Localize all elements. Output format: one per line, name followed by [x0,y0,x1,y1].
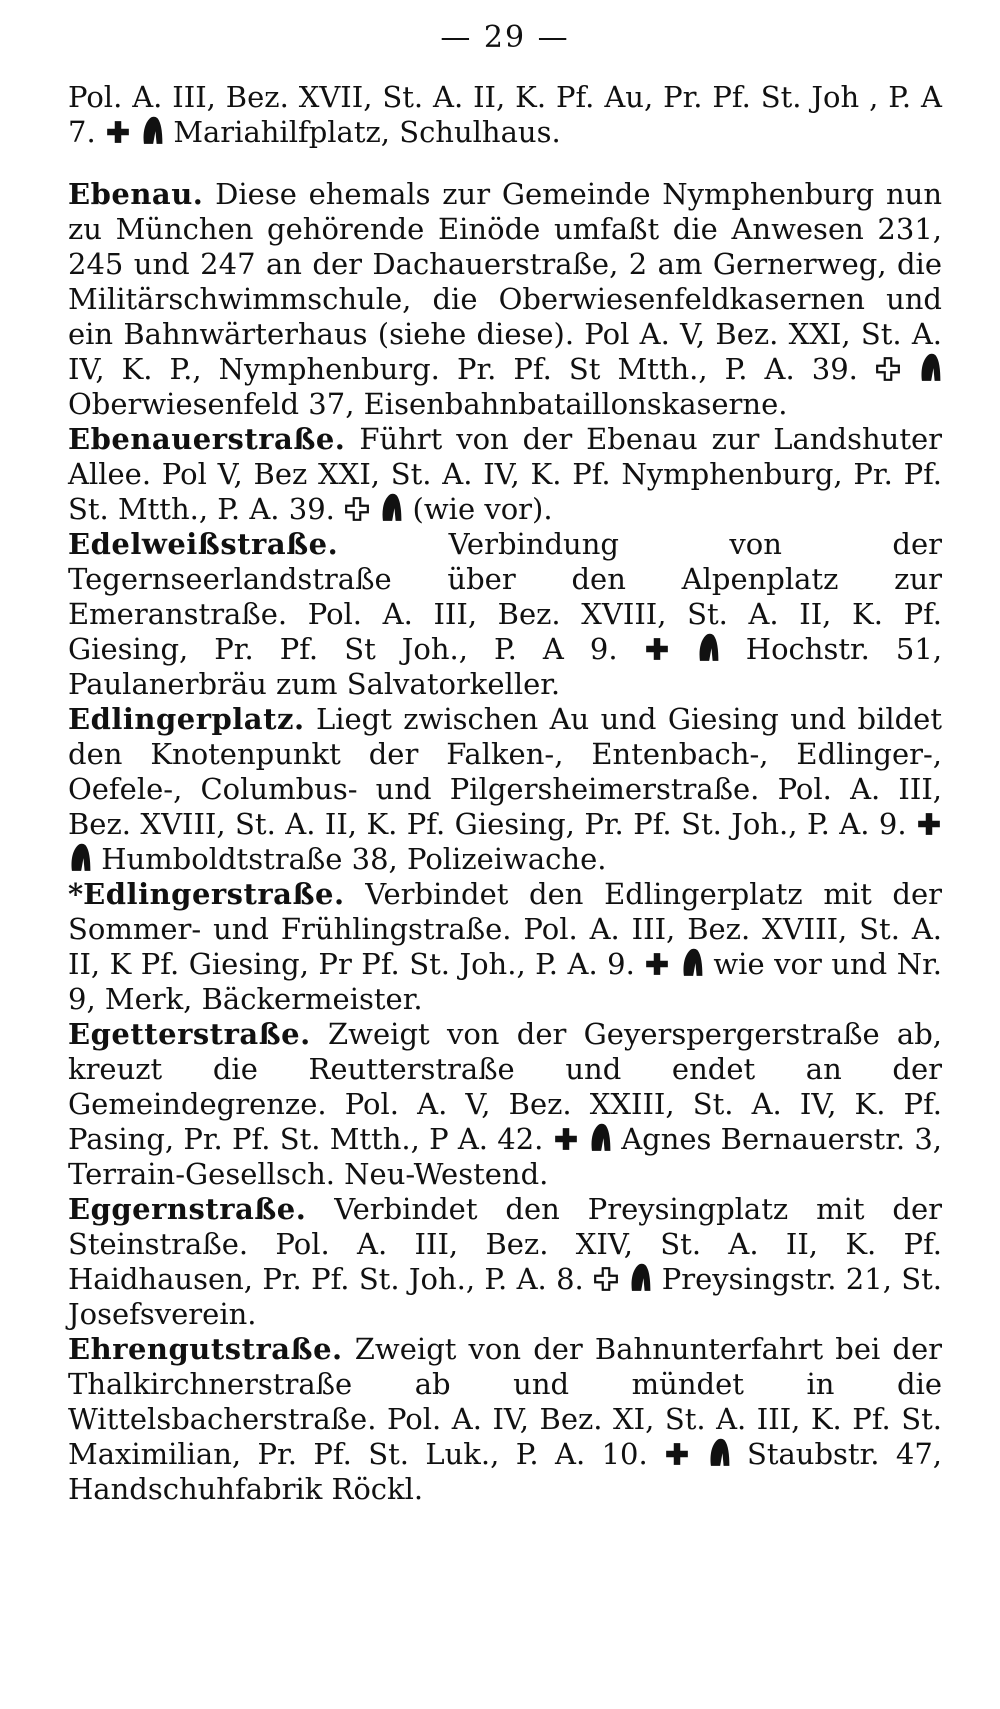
entry-headword: Ebenauerstraße. [68,422,346,456]
entry-text: Zweigt von der Geyerspergerstraße ab, kreuzt die Reutterstraße und endet an der Gemeindegrenze. Pol. A. V, Bez. XXIII, St. A. IV, K. Pf. Pasing, Pr. Pf. St. Mtth., P A. 42. [68,1017,943,1156]
cross-outline-icon [593,1266,619,1292]
page-number: — 29 — [440,20,570,55]
helmet-icon [140,115,164,145]
cross-filled-icon [644,951,670,977]
entry-headword: Ehrengutstraße. [68,1332,343,1366]
entry-text-after-icons: Preysingstr. 21, St. Josefsverein. [68,1262,942,1331]
entry-text: Liegt zwischen Au und Giesing und bildet den Knotenpunkt der Falken-, Entenbach-, Edlinger-, Oefele-, Columbus- und Pilgersheimerstraße. Pol. A. III, Bez. XVIII, St. A. II, K. Pf. Giesing, Pr. Pf. St. Joh., P. A. 9. [68,702,942,841]
entry-text-after-icons: Humboldtstraße 38, Polizeiwache. [101,842,607,876]
helmet-icon [628,1262,652,1292]
entry-text: Diese ehemals zur Gemeinde Nymphenburg nun zu München gehörende Einöde umfaßt die Anwesen 231, 245 und 247 an der Dachauerstraße, 2 am Gernerweg, die Militärschwimmschule, die Oberwiesenfeldkasernen und ein Bahnwärterhaus (siehe diese). Pol A. V, Bez. XXI, St. A. IV, K. P., Nymphenburg. Pr. Pf. St Mtth., P. A. 39. [68,177,942,386]
entry-headword: Edlingerstraße. [83,877,345,911]
entry-text-after-icons: (wie vor). [412,492,553,526]
entry-text-after-icons: Staubstr. 47, Handschuhfabrik Röckl. [68,1437,943,1506]
entry-text: Führt von der Ebenau zur Landshuter Allee. Pol V, Bez XXI, St. A. IV, K. Pf. Nymphenburg, Pr. Pf. St. Mtth., P. A. 39. [68,422,942,526]
directory-entry [68,80,942,150]
entry-text-after-icons: Hochstr. 51, Paulanerbräu zum Salvatorkeller. [68,632,943,701]
helmet-icon [379,492,403,522]
cross-filled-icon [644,636,670,662]
entry-text: Verbindung von der Tegernseerlandstraße über den Alpenplatz zur Emeranstraße. Pol. A. III, Bez. XVIII, St. A. II, K. Pf. Giesing, Pr. Pf. St Joh., P. A 9. [68,527,942,666]
helmet-icon [588,1122,612,1152]
entry-text: Verbindet den Edlingerplatz mit der Sommer- und Frühlingstraße. Pol. A. III, Bez. XVIII, St. A. II, K Pf. Giesing, Pr Pf. St. Joh., P. A. 9. [68,877,942,981]
entry-text-after-icons: Mariahilfplatz, Schulhaus. [173,115,561,149]
entry-text-after-icons: wie vor und Nr. 9, Merk, Bäckermeister. [68,947,943,1016]
entry-text: Verbindet den Preysingplatz mit der Steinstraße. Pol. A. III, Bez. XIV, St. A. II, K. Pf. Haidhausen, Pr. Pf. St. Joh., P. A. 8. [68,1192,943,1296]
directory-entry [68,1332,942,1507]
directory-entry [68,527,942,702]
cross-filled-icon [916,811,942,837]
helmet-icon [918,352,942,382]
cross-filled-icon [553,1126,579,1152]
entry-headword: Edelweißstraße. [68,527,339,561]
entry-text-after-icons: Agnes Bernauerstr. 3, Terrain-Gesellsch. Neu-Westend. [68,1122,943,1191]
helmet-icon [696,632,720,662]
helmet-icon [707,1437,731,1467]
entry-headword: Egetterstraße. [68,1017,311,1051]
cross-outline-icon [344,496,370,522]
directory-entry [68,177,942,422]
directory-entry [68,877,942,1017]
entry-list [68,80,942,1507]
entry-text: Pol. A. III, Bez. XVII, St. A. II, K. Pf. Au, Pr. Pf. St. Joh , P. A 7. [68,80,942,149]
entry-star-marker: * [68,877,84,911]
directory-entry [68,422,942,527]
directory-entry [68,1192,942,1332]
entry-text-after-icons: Oberwiesenfeld 37, Eisenbahnbataillonskaserne. [68,387,788,421]
cross-filled-icon [664,1441,690,1467]
directory-entry [68,702,942,877]
directory-entry [68,1017,942,1192]
helmet-icon [68,842,92,872]
cross-outline-icon [875,356,901,382]
helmet-icon [680,947,704,977]
entry-text: Zweigt von der Bahnunterfahrt bei der Thalkirchnerstraße ab und mündet in die Wittelsbacherstraße. Pol. A. IV, Bez. XI, St. A. III, K. Pf. St. Maximilian, Pr. Pf. St. Luk., P. A. 10. [68,1332,943,1471]
cross-filled-icon [105,119,131,145]
entry-headword: Edlingerplatz. [68,702,305,736]
entry-headword: Eggernstraße. [68,1192,307,1226]
entry-headword: Ebenau. [68,177,204,211]
